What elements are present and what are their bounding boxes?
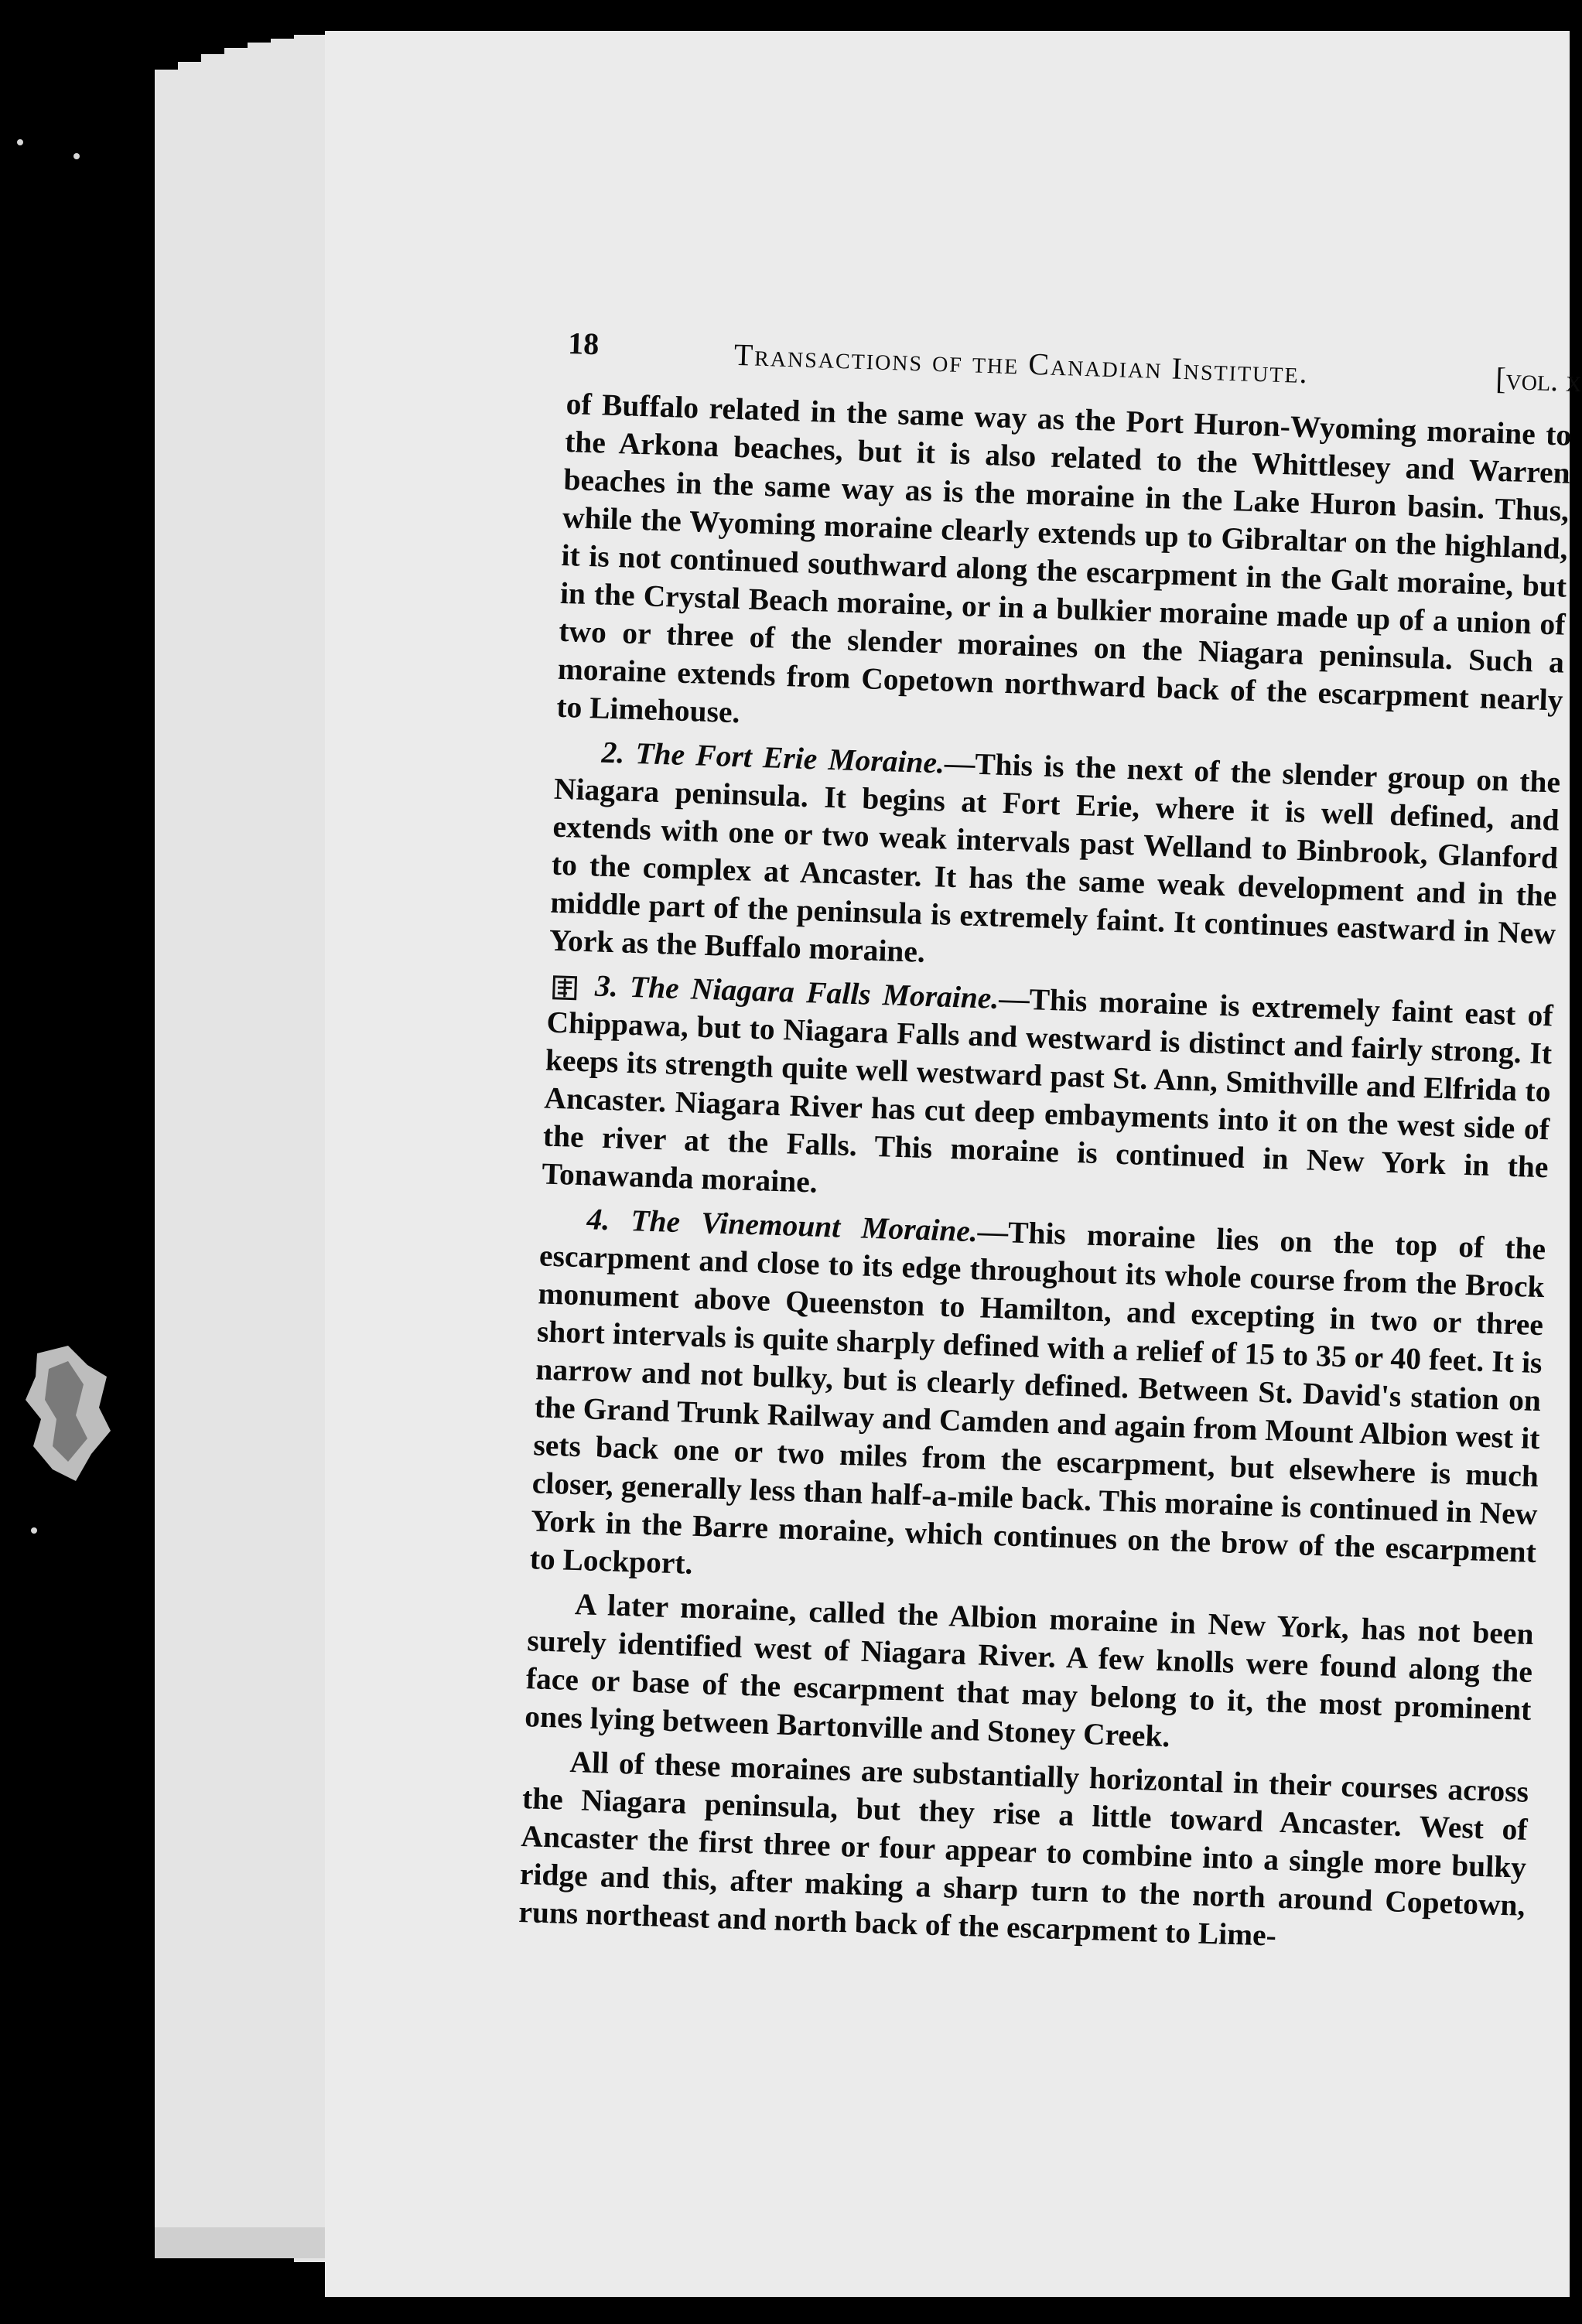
dust-speck — [31, 1527, 37, 1534]
paragraph-text: —This is the next of the slender group on the Niagara peninsula. It begins at Fort Erie, where it is well defined, and extends with one or two weak intervals past Welland to Binbrook, Glanford to the complex at Ancaster. It has the same weak development and in the middle part of the peninsula is extremely faint. It continues eastward in New York as the Buffalo moraine. — [548, 746, 1561, 969]
paragraph — [548, 732, 1561, 991]
volume-label: [vol. x — [1495, 360, 1582, 399]
page-number: 18 — [567, 325, 600, 362]
paragraph — [542, 966, 1554, 1225]
paragraph-text: of Buffalo related in the same way as the Port Huron-Wyoming moraine to the Arkona beaches, but it is also related to the Whittlesey and Warren beaches in the same way as is the moraine in the Lake Huron basin. Thus, while the Wyoming moraine clearly extends up to Gibraltar on the highland, it is not continued southward along the escarpment in the Galt moraine, but in the Crystal Beach moraine, or in a bulkier moraine made up of a union of two or three of the slender moraines on the Niagara peninsula. Such a moraine extends from Copetown northward back of the escarpment nearly to Limehouse. — [555, 386, 1572, 730]
paragraph-text: A later moraine, called the Albion moraine in New York, has not been surely identified west of Niagara River. A few knolls were found along the face or base of the escarpment that may belong to it, the most prominent ones lying between Bartonville and Stoney Creek. — [524, 1587, 1535, 1754]
paragraph-text: —This moraine is extremely faint east of Chippawa, but to Niagara Falls and westward is distinct and fairly strong. It keeps its strength quite well westward past St. Ann, Smithville and Elfrida to Ancaster. Niagara River has cut deep embayments into it on the west side of the river at the Falls. This moraine is continued in New York in the Tonawanda moraine. — [541, 981, 1554, 1200]
section-title: 3. The Niagara Falls Moraine. — [594, 968, 999, 1015]
paragraph — [518, 1742, 1529, 1963]
paragraph — [556, 385, 1572, 758]
stamp-icon — [552, 974, 579, 1002]
page-text-block — [518, 325, 1582, 1969]
paragraph-text: All of these moraines are substantially horizontal in their courses across the Niagara peninsula, but they rise a little toward Ancaster. West of Ancaster the first three or four appear to combine into a single more bulky ridge and this, after making a sharp turn to the north around Copetown, runs northeast and north back of the escarpment to Lime- — [518, 1744, 1529, 1953]
paragraph — [524, 1584, 1535, 1767]
section-title: 4. The Vinemount Moraine. — [586, 1202, 979, 1249]
book-page — [325, 31, 1582, 2297]
paragraph-text: —This moraine lies on the top of the escarpment and close to its edge throughout its whole course from the Brock monument above Queenston to Hamilton, and excepting in two or three short intervals is quite sharply defined with a relief of 15 to 35 or 40 feet. It is narrow and not bulky, but is clearly defined. Between St. David's station on the Grand Trunk Railway and Camden and again from Mount Albion west it sets back one or two miles from the escarpment, but elsewhere is much closer, generally less than half-a-mile back. This moraine is continued in New York in the Barre moraine, which continues on the brow of the escarpment to Lockport. — [529, 1214, 1546, 1581]
section-title: 2. The Fort Erie Moraine. — [600, 735, 945, 780]
blot-icon — [22, 1346, 114, 1485]
dust-speck — [73, 153, 80, 159]
paragraph — [529, 1199, 1546, 1609]
running-title: Transactions of the Canadian Institute. — [733, 336, 1310, 391]
dust-speck — [17, 139, 23, 145]
